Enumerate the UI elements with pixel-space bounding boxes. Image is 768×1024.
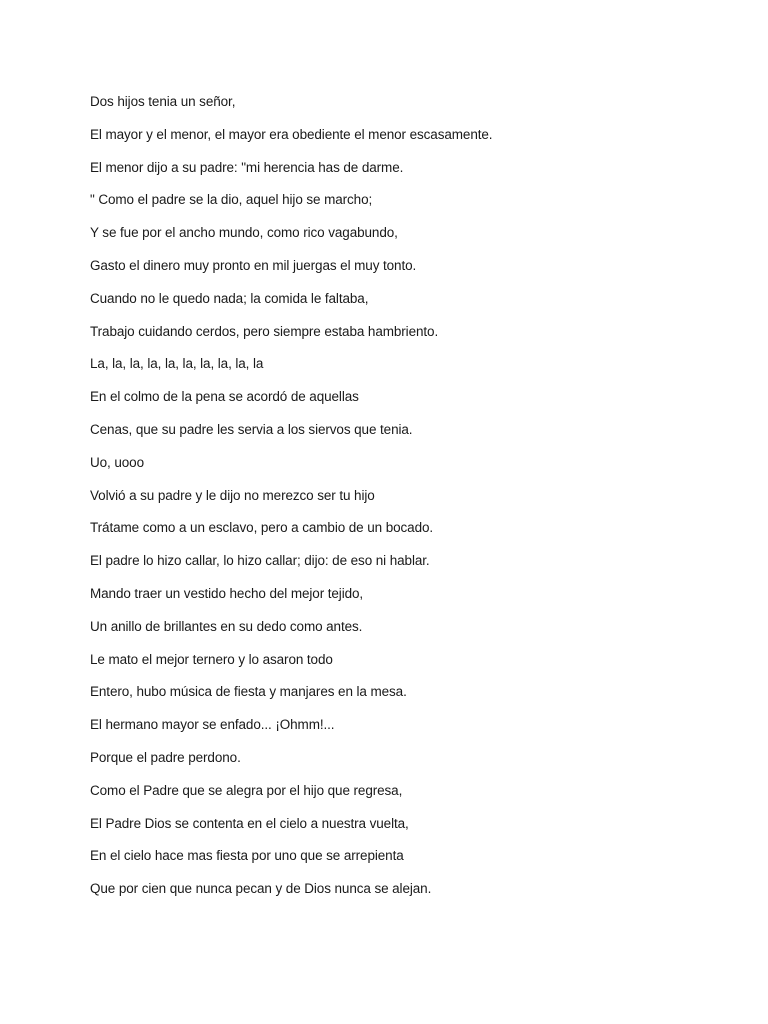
text-line: Mando traer un vestido hecho del mejor tejido, [90,585,364,601]
text-line: Como el Padre que se alegra por el hijo que regresa, [90,782,403,798]
text-line: Y se fue por el ancho mundo, como rico vagabundo, [90,225,398,241]
text-line: El menor dijo a su padre: "mi herencia has de darme. [90,159,404,175]
text-line: En el colmo de la pena se acordó de aquellas [90,389,359,405]
text-line: Trabajo cuidando cerdos, pero siempre estaba hambriento. [90,323,439,339]
text-line: Entero, hubo música de fiesta y manjares en la mesa. [90,684,407,700]
text-line: Cenas, que su padre les servia a los siervos que tenia. [90,421,413,437]
text-line: Volvió a su padre y le dijo no merezco ser tu hijo [90,487,375,503]
lyrics-text [90,93,730,913]
text-line: El Padre Dios se contenta en el cielo a nuestra vuelta, [90,815,409,831]
text-line: El mayor y el menor, el mayor era obediente el menor escasamente. [90,126,493,142]
text-line: El hermano mayor se enfado... ¡Ohmm!... [90,717,335,733]
text-line: En el cielo hace mas fiesta por uno que se arrepienta [90,848,404,864]
text-line: Trátame como a un esclavo, pero a cambio de un bocado. [90,520,434,536]
text-line: Gasto el dinero muy pronto en mil juergas el muy tonto. [90,257,417,273]
text-line: Un anillo de brillantes en su dedo como antes. [90,618,363,634]
text-line: El padre lo hizo callar, lo hizo callar; dijo: de eso ni hablar. [90,553,430,569]
text-line: Uo, uooo [90,454,144,470]
text-line: Cuando no le quedo nada; la comida le faltaba, [90,290,369,306]
text-line: Que por cien que nunca pecan y de Dios nunca se alejan. [90,881,432,897]
text-line: Le mato el mejor ternero y lo asaron todo [90,651,333,667]
text-line: Porque el padre perdono. [90,749,241,765]
text-line: Dos hijos tenia un señor, [90,94,236,109]
text-line: La, la, la, la, la, la, la, la, la, la [90,356,264,372]
text-line: " Como el padre se la dio, aquel hijo se marcho; [90,192,373,208]
